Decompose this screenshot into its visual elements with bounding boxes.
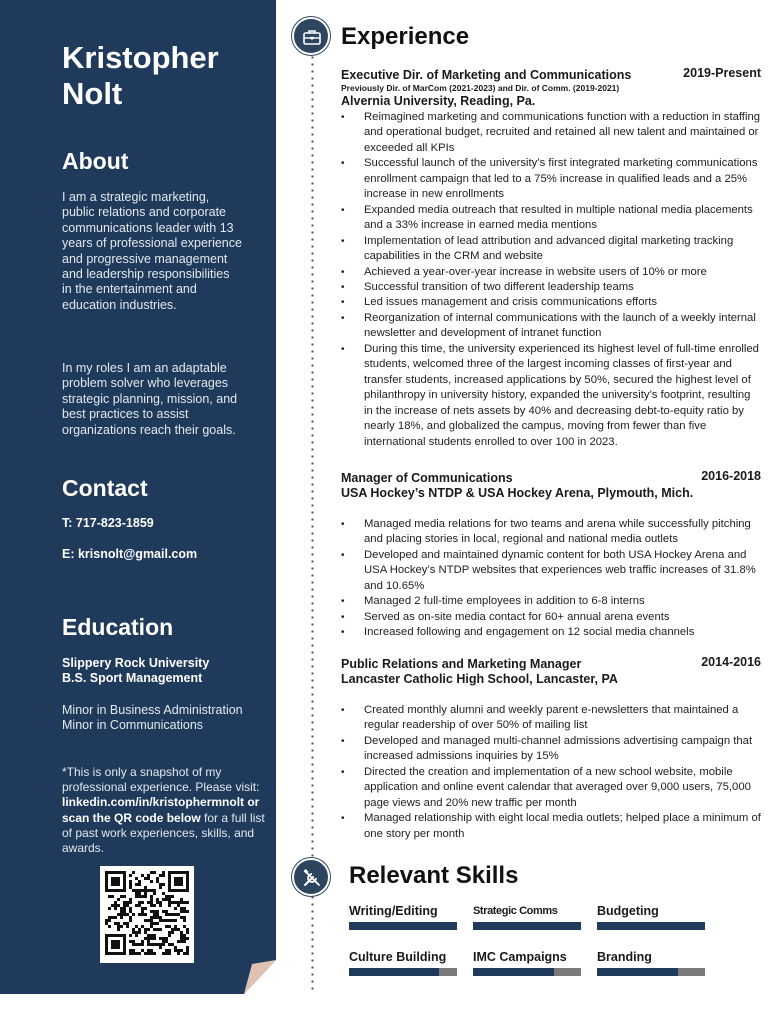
skill-item	[597, 950, 705, 976]
list-item: • Achieved a year-over-year increase in website users of 10% or more	[341, 265, 761, 280]
qr-code-icon[interactable]	[100, 866, 194, 963]
skill-item	[473, 950, 581, 976]
candidate-name: Kristopher Nolt	[62, 40, 219, 111]
skill-label: Strategic Comms	[473, 905, 558, 917]
list-item: • Developed and maintained dynamic content for both USA Hockey Arena and USA Hockey’s NTDP websites that experiences web traffic increases of 31.8% and 10.65%	[341, 548, 761, 594]
skill-bar-fill	[349, 922, 457, 930]
job-bullets	[341, 703, 761, 842]
skill-bar-fill	[349, 968, 439, 976]
skill-label: Culture Building	[349, 950, 447, 964]
tools-icon	[292, 858, 330, 896]
skill-item	[597, 904, 705, 930]
about-heading: About	[62, 148, 129, 174]
list-item: • Reimagined marketing and communications function with a reduction in staffing and operational budget, recruited and retained all new talent and maintained or exceeded all KPIs	[341, 110, 761, 156]
skill-bar-fill	[597, 968, 678, 976]
qr-code-graphic	[100, 866, 194, 963]
job-organization: Alvernia University, Reading, Pa.	[341, 94, 536, 108]
skill-bar	[349, 922, 457, 930]
job-entry	[341, 469, 761, 641]
timeline-dotted-line	[311, 40, 314, 990]
education-minor-2: Minor in Communications	[62, 718, 204, 732]
job-bullets	[341, 517, 761, 641]
snapshot-note-pre: *This is only a snapshot of my professional experience. Please visit:	[62, 765, 260, 795]
skill-bar	[473, 922, 581, 930]
linkedin-link[interactable]: linkedin.com/in/kristophermnolt or scan the QR code below	[62, 795, 260, 825]
list-item: • Served as on-site media contact for 60+ annual arena events	[341, 610, 761, 625]
briefcase-icon	[292, 17, 330, 55]
education-degree: B.S. Sport Management	[62, 671, 203, 685]
list-item: • During this time, the university experienced its highest level of full-time enrolled students, welcomed three of the largest incoming classes of first-year and transfer students, increased applications by 50%, secured the highest level of philanthropy in university history, expanded the university’s footprint, resulting in the increase of nets assets by 40% and decreasing debt-to-equity ratio by nearly 18%, and globalized the campus, moving from fewer than five international students enrolled to over 100 in 2023.	[341, 342, 761, 450]
contact-heading: Contact	[62, 475, 148, 501]
job-dates: 2019-Present	[683, 66, 761, 80]
list-item: • Successful transition of two different leadership teams	[341, 280, 761, 295]
skill-label: Branding	[597, 950, 652, 964]
experience-heading: Experience	[341, 23, 470, 50]
skill-bar	[349, 968, 457, 976]
about-paragraph-2: In my roles I am an adaptable problem solver who leverages strategic planning, mission, and best practices to assist organizations reach their goals.	[62, 361, 238, 437]
skill-bar	[473, 968, 581, 976]
education-heading: Education	[62, 614, 174, 640]
list-item: • Developed and managed multi-channel admissions advertising campaign that increased admissions inquiries by 15%	[341, 734, 761, 765]
page-fold-corner	[244, 960, 276, 994]
job-title: Public Relations and Marketing Manager	[341, 657, 582, 671]
list-item: • Managed 2 full-time employees in addition to 6-8 interns	[341, 594, 761, 609]
skill-label: IMC Campaigns	[473, 950, 567, 964]
list-item: • Directed the creation and implementation of a new school website, mobile application and online event calendar that averaged over 9,000 users, 75,000 page views and 20% new traffic per month	[341, 765, 761, 811]
skill-bar-fill	[473, 922, 581, 930]
about-paragraph-1: I am a strategic marketing, public relations and corporate communications leader with 13 years of professional experience and progressive management and leadership responsibilities in the entertainment and education industries.	[62, 190, 242, 312]
education-minor-1: Minor in Business Administration	[62, 703, 243, 717]
list-item: • Expanded media outreach that resulted in multiple national media placements and a 33% increase in earned media mentions	[341, 203, 761, 234]
skill-bar-fill	[473, 968, 554, 976]
job-organization: Lancaster Catholic High School, Lancaster, PA	[341, 672, 618, 686]
skills-heading: Relevant Skills	[349, 862, 519, 889]
job-entry	[341, 66, 761, 450]
job-entry	[341, 655, 761, 842]
list-item: • Successful launch of the university’s first integrated marketing communications enrollment campaign that led to a 75% increase in qualified leads and a 25% increase in new enrollments	[341, 156, 761, 202]
job-dates: 2014-2016	[701, 655, 761, 669]
education-school: Slippery Rock University	[62, 656, 210, 670]
list-item: • Created monthly alumni and weekly parent e-newsletters that maintained a regular readership of over 50% of mailing list	[341, 703, 761, 734]
job-title: Executive Dir. of Marketing and Communications	[341, 68, 632, 82]
job-organization: USA Hockey’s NTDP & USA Hockey Arena, Plymouth, Mich.	[341, 486, 694, 500]
snapshot-note-post: for a full list of past work experiences, skills, and awards.	[62, 810, 265, 856]
skill-bar	[597, 968, 705, 976]
list-item: • Led issues management and crisis communications efforts	[341, 295, 761, 310]
job-dates: 2016-2018	[701, 469, 761, 483]
list-item: • Managed relationship with eight local media outlets; helped place a minimum of one story per month	[341, 811, 761, 842]
skill-label: Budgeting	[597, 904, 659, 918]
sidebar	[0, 0, 276, 994]
list-item: • Implementation of lead attribution and advanced digital marketing tracking capabilities in the CRM and website	[341, 234, 761, 265]
job-previous-roles: Previously Dir. of MarCom (2021-2023) and Dir. of Comm. (2019-2021)	[341, 83, 620, 93]
skill-bar	[597, 922, 705, 930]
skill-bar-fill	[597, 922, 705, 930]
job-bullets	[341, 110, 761, 450]
snapshot-note	[62, 765, 272, 856]
skill-label: Writing/Editing	[349, 904, 438, 918]
job-title: Manager of Communications	[341, 471, 513, 485]
skill-item	[349, 904, 457, 930]
skill-item	[349, 950, 457, 976]
list-item: • Reorganization of internal communications with the launch of a weekly internal newsletter and development of intranet function	[341, 311, 761, 342]
contact-phone[interactable]: T: 717-823-1859	[62, 516, 154, 530]
list-item: • Increased following and engagement on 12 social media channels	[341, 625, 761, 640]
skill-item	[473, 904, 581, 930]
contact-email[interactable]: E: krisnolt@gmail.com	[62, 547, 198, 561]
list-item: • Managed media relations for two teams and arena while successfully pitching and placing stories in local, regional and national media outlets	[341, 517, 761, 548]
